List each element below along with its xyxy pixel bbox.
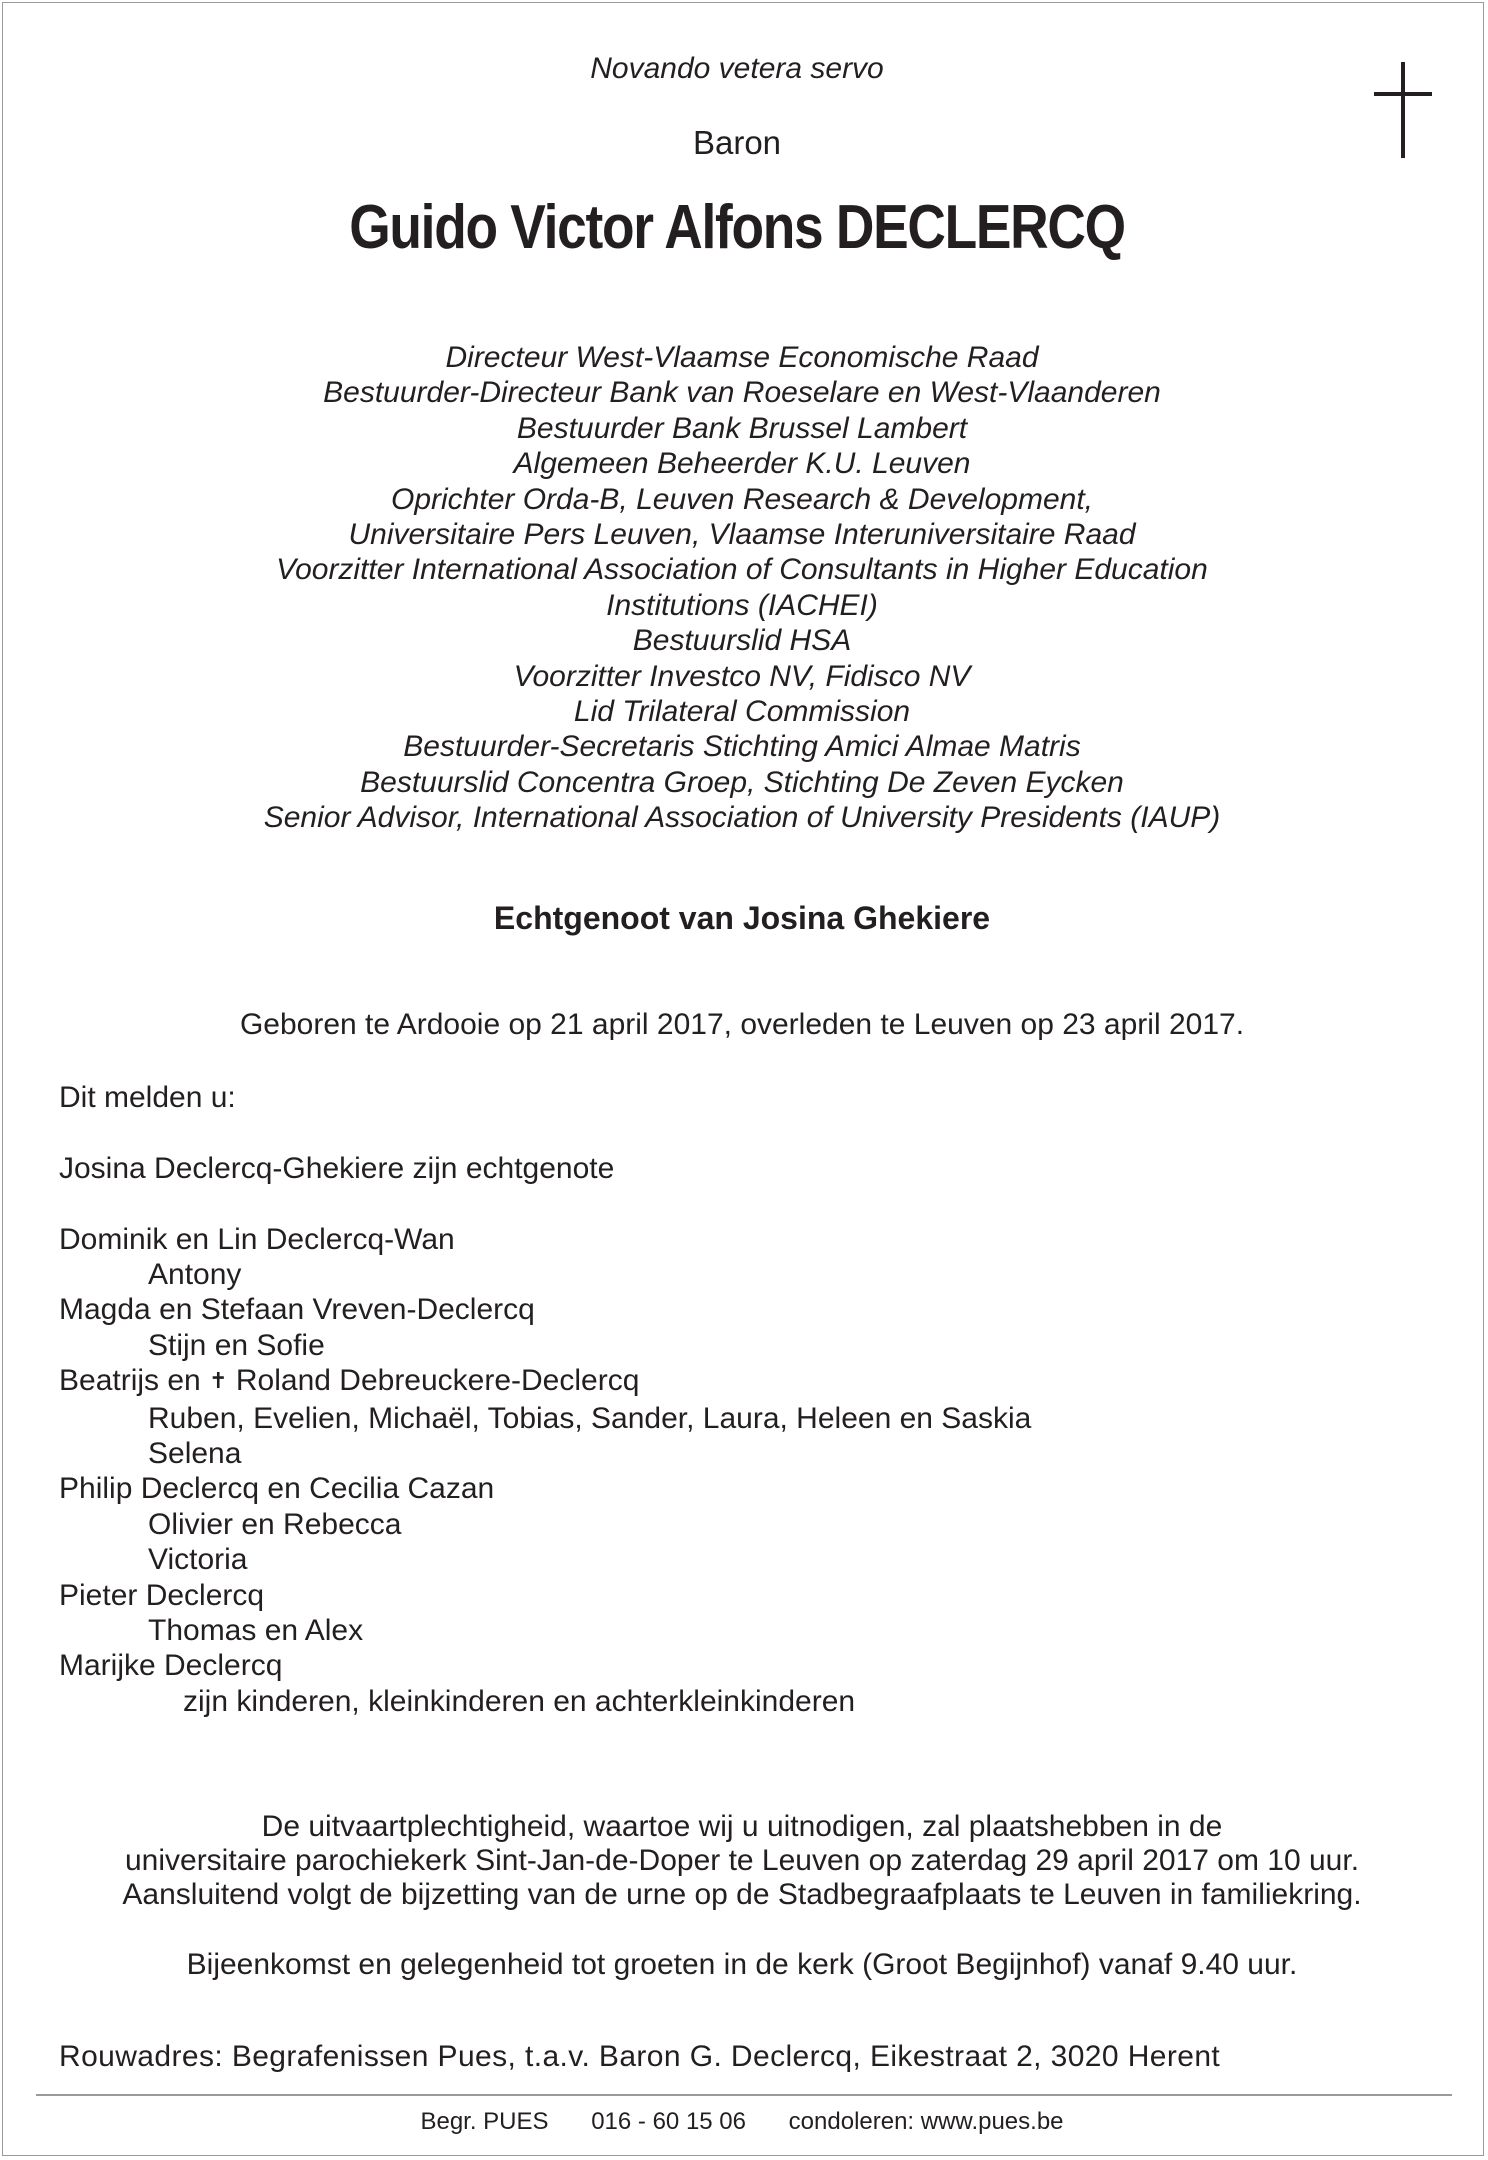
function-line: Oprichter Orda-B, Leuven Research & Development, — [391, 482, 1093, 516]
deceased-cross-icon: ✝ — [209, 1368, 228, 1394]
mourning-address: Rouwadres: Begrafenissen Pues, t.a.v. Baron G. Declercq, Eikestraat 2, 3020 Herent — [59, 2040, 1221, 2073]
birth-death-dates: Geboren te Ardooie op 21 april 2017, overleden te Leuven op 23 april 2017. — [239, 1008, 1245, 1041]
function-line: Senior Advisor, International Association of University Presidents (IAUP) — [263, 801, 1221, 835]
child-line: Beatrijs en ✝ Roland Debreuckere-Declercq — [59, 1364, 640, 1398]
funeral-line: universitaire parochiekerk Sint-Jan-de-Doper te Leuven op zaterdag 29 april 2017 om 10 uur. — [124, 1844, 1360, 1877]
function-line: Bestuurslid HSA — [632, 624, 852, 658]
grandchild-line: Antony — [148, 1258, 242, 1291]
functions-list — [0, 340, 1484, 836]
child-line: Pieter Declercq — [59, 1578, 265, 1612]
funeral-info — [0, 1810, 1484, 1912]
gathering-info: Bijeenkomst en gelegenheid tot groeten in de kerk (Groot Begijnhof) vanaf 9.40 uur. — [186, 1948, 1298, 1981]
widow-line: Josina Declercq-Ghekiere zijn echtgenote — [59, 1151, 615, 1185]
great-grandchild-line: Selena — [148, 1437, 242, 1471]
function-line: Voorzitter Investco NV, Fidisco NV — [513, 659, 971, 693]
grandchild-line: Stijn en Sofie — [148, 1328, 325, 1362]
family-summary: zijn kinderen, kleinkinderen en achterkleinkinderen — [183, 1684, 856, 1718]
function-line: Bestuurslid Concentra Groep, Stichting De Zeven Eycken — [360, 765, 1124, 799]
function-line: Bestuurder-Secretaris Stichting Amici Almae Matris — [403, 730, 1081, 764]
child-line: Magda en Stefaan Vreven-Declercq — [59, 1293, 535, 1327]
child-line: Dominik en Lin Declercq-Wan — [59, 1222, 455, 1256]
grandchild-line: Ruben, Evelien, Michaël, Tobias, Sander, Laura, Heleen en Saskia — [148, 1401, 1032, 1435]
function-line: Bestuurder-Directeur Bank van Roeselare en West-Vlaanderen — [323, 376, 1161, 410]
funeral-company: Begr. PUES — [420, 2108, 549, 2135]
funeral-line: Aansluitend volgt de bijzetting van de urne op de Stadbegraafplaats te Leuven in familiekring. — [122, 1878, 1362, 1911]
phone-number: 016 - 60 15 06 — [591, 2108, 746, 2135]
motto: Novando vetera servo — [590, 52, 884, 85]
announce-line: Dit melden u: — [59, 1081, 236, 1114]
footer — [0, 2108, 1484, 2136]
child-line: Marijke Declercq — [59, 1649, 283, 1683]
spouse-line: Echtgenoot van Josina Ghekiere — [493, 900, 991, 936]
condolence-website: condoleren: www.pues.be — [788, 2108, 1064, 2135]
funeral-line: De uitvaartplechtigheid, waartoe wij u uitnodigen, zal plaatshebben in de — [261, 1810, 1223, 1843]
great-grandchild-line: Victoria — [148, 1543, 248, 1577]
function-line: Bestuurder Bank Brussel Lambert — [516, 411, 968, 445]
grandchild-line: Olivier en Rebecca — [148, 1507, 402, 1541]
grandchild-line: Thomas en Alex — [148, 1614, 364, 1648]
deceased-name: Guido Victor Alfons DECLERCQ — [349, 193, 1125, 262]
function-line: Institutions (IACHEI) — [606, 588, 878, 622]
child-line: Philip Declercq en Cecilia Cazan — [59, 1472, 495, 1506]
function-line: Lid Trilateral Commission — [573, 695, 911, 729]
function-line: Voorzitter International Association of Consultants in Higher Education — [276, 553, 1208, 587]
footer-divider — [36, 2094, 1452, 2096]
function-line: Algemeen Beheerder K.U. Leuven — [513, 447, 971, 481]
noble-title: Baron — [692, 124, 782, 161]
function-line: Universitaire Pers Leuven, Vlaamse Interuniversitaire Raad — [348, 518, 1136, 552]
family-section — [59, 1080, 1439, 1719]
function-line: Directeur West-Vlaamse Economische Raad — [445, 341, 1039, 374]
